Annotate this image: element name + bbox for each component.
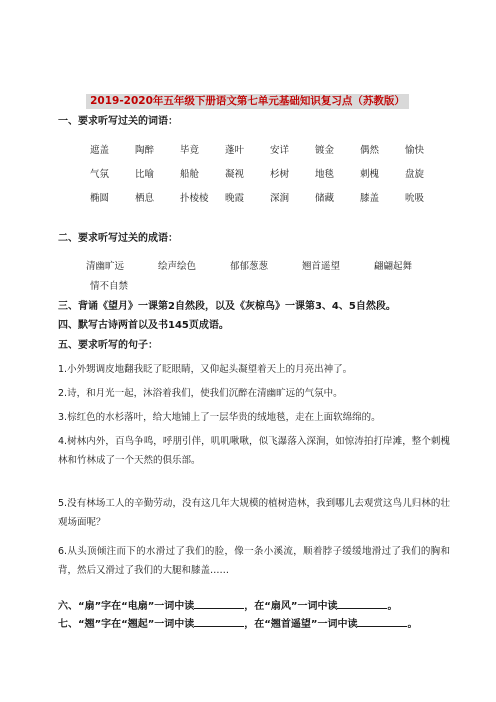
vocabulary-word: 盘旋 bbox=[405, 169, 425, 180]
vocabulary-word: 地毯 bbox=[315, 169, 335, 180]
idiom-row bbox=[86, 275, 446, 295]
section-5-heading: 五、要求听写的句子： bbox=[58, 340, 158, 351]
vocabulary-row bbox=[90, 161, 450, 185]
vocabulary-word: 扑棱棱 bbox=[180, 193, 209, 204]
vocabulary-word: 刺槐 bbox=[360, 169, 380, 180]
sentence-5: 5.没有林场工人的辛勤劳动，没有这几年大规模的植树造林，我到哪儿去观赏这鸟儿归林的壮观场面呢？ bbox=[58, 498, 450, 528]
vocabulary-word: 杉树 bbox=[270, 169, 290, 180]
idiom-row bbox=[86, 255, 446, 275]
vocabulary-row bbox=[90, 137, 450, 161]
vocabulary-word: 比喻 bbox=[135, 169, 155, 180]
question-text: 。 bbox=[387, 601, 398, 612]
section-4-text: 四、默写古诗两首以及书145页成语。 bbox=[58, 320, 229, 331]
idiom: 翩翩起舞 bbox=[374, 261, 413, 272]
vocabulary-word: 镀金 bbox=[315, 145, 335, 156]
vocabulary-word: 毕竟 bbox=[180, 145, 200, 156]
vocabulary-word: 安详 bbox=[270, 145, 290, 156]
idiom: 清幽旷远 bbox=[86, 261, 125, 272]
idiom: 郁郁葱葱 bbox=[230, 261, 269, 272]
sentence-3: 3.棕红色的水杉落叶，给大地铺上了一层华贵的绒地毯，走在上面软绵绵的。 bbox=[58, 412, 381, 423]
vocabulary-word: 吮吸 bbox=[405, 193, 425, 204]
vocabulary-word: 愉快 bbox=[405, 145, 425, 156]
answer-blank[interactable] bbox=[194, 598, 244, 609]
vocabulary-grid bbox=[90, 137, 450, 209]
vocabulary-word: 偶然 bbox=[360, 145, 380, 156]
idiom: 绘声绘色 bbox=[158, 261, 197, 272]
vocabulary-word: 蓬叶 bbox=[225, 145, 245, 156]
answer-blank[interactable] bbox=[357, 616, 407, 627]
answer-blank[interactable] bbox=[194, 616, 244, 627]
vocabulary-word: 船舱 bbox=[180, 169, 200, 180]
idiom-list bbox=[86, 255, 446, 295]
vocabulary-row bbox=[90, 185, 450, 209]
vocabulary-word: 储藏 bbox=[315, 193, 335, 204]
vocabulary-word: 深涧 bbox=[270, 193, 290, 204]
page-title: 2019-2020年五年级下册语文第七单元基础知识复习点（苏教版） bbox=[90, 95, 405, 107]
answer-blank[interactable] bbox=[337, 598, 387, 609]
idiom: 情不自禁 bbox=[90, 281, 129, 292]
vocabulary-word: 栖息 bbox=[135, 193, 155, 204]
question-text: ，在“翘首遥望”一词中读 bbox=[244, 619, 358, 630]
question-text: 。 bbox=[407, 619, 418, 630]
vocabulary-word: 凝视 bbox=[225, 169, 245, 180]
section-7-question bbox=[58, 616, 417, 632]
vocabulary-word: 膝盖 bbox=[360, 193, 380, 204]
sentence-2: 2.诗，和月光一起，沐浴着我们，使我们沉醉在清幽旷远的气氛中。 bbox=[58, 388, 343, 399]
section-3-text: 三、背诵《望月》一课第2自然段，以及《灰椋鸟》一课第3、4、5自然段。 bbox=[58, 301, 396, 312]
vocabulary-word: 椭圆 bbox=[90, 193, 110, 204]
sentence-6: 6.从头顶倾注而下的水滑过了我们的脸，像一条小溪流，顺着脖子缓缓地滑过了我们的胸和背，然后又滑过了我们的大腿和膝盖…… bbox=[58, 546, 450, 576]
sentence-1: 1.小外甥调皮地翻我眨了眨眼睛，又仰起头凝望着天上的月亮出神了。 bbox=[58, 364, 353, 375]
section-2-heading: 二、要求听写过关的成语： bbox=[58, 233, 178, 244]
question-text: ，在“扇风”一词中读 bbox=[244, 601, 338, 612]
vocabulary-word: 陶醉 bbox=[135, 145, 155, 156]
question-text: 六、“扇”字在“电扇”一词中读 bbox=[58, 601, 195, 612]
vocabulary-word: 遮盖 bbox=[90, 145, 110, 156]
vocabulary-word: 晚霞 bbox=[225, 193, 245, 204]
section-6-question bbox=[58, 598, 397, 614]
vocabulary-word: 气氛 bbox=[90, 169, 110, 180]
idiom: 翘首遥望 bbox=[302, 261, 341, 272]
section-1-heading: 一、要求听写过关的词语： bbox=[58, 116, 178, 127]
question-text: 七、“翘”字在“翘起”一词中读 bbox=[58, 619, 195, 630]
sentence-4: 4.树林内外，百鸟争鸣，呼朋引伴，叽叽啾啾，似飞瀑落入深涧，如惊涛拍打岸滩，整个刺槐林和竹林成了一个天然的俱乐部。 bbox=[58, 436, 450, 466]
